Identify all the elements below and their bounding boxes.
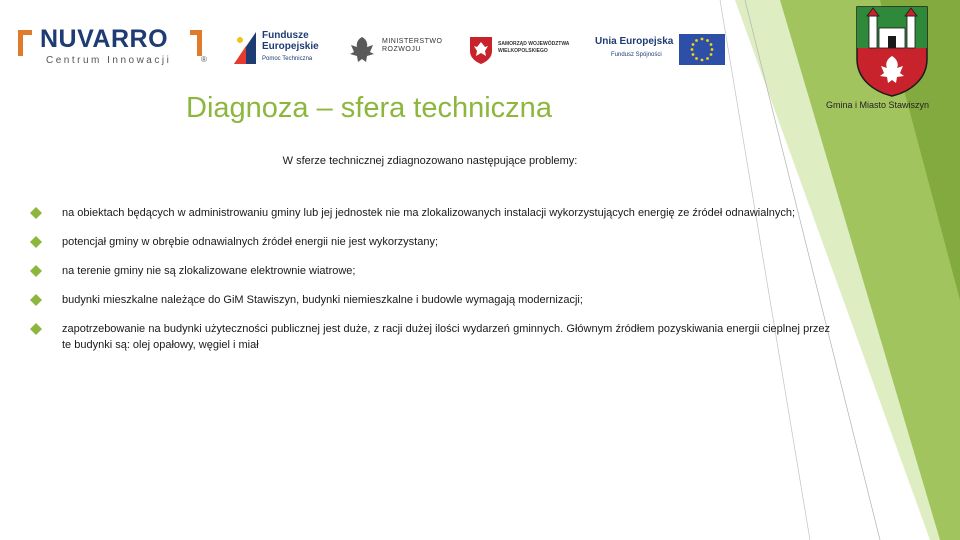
diamond-bullet-icon	[30, 236, 42, 248]
samorzad-name: SAMORZĄD WOJEWÓDZTWA WIELKOPOLSKIEGO	[498, 41, 570, 54]
bracket-left-icon	[18, 30, 32, 56]
intro-text: W sferze technicznej zdiagnozowano następujące problemy:	[282, 155, 578, 167]
bracket-right-icon	[190, 30, 202, 56]
list-item	[30, 263, 830, 279]
problem-list	[30, 205, 830, 366]
fundusze-name: Fundusze Europejskie	[262, 30, 319, 52]
fundusze-europejskie-logo	[232, 28, 332, 68]
list-item-text: na terenie gminy nie są zlokalizowane elektrownie wiatrowe;	[62, 265, 356, 277]
ministerstwo-name: MINISTERSTWO ROZWOJU	[382, 38, 443, 53]
crest-caption: Gmina i Miasto Stawiszyn	[826, 100, 930, 110]
list-item	[30, 321, 830, 353]
list-item-text: potencjał gminy w obrębie odnawialnych źródeł energii nie jest wykorzystany;	[62, 236, 439, 248]
list-item	[30, 205, 830, 221]
ue-name: Unia Europejska	[595, 36, 674, 47]
fe-star-icon	[232, 30, 258, 66]
list-item-text: zapotrzebowanie na budynki użyteczności publicznej jest duże, z racji dużej ilości wydarzeń gminnych. Głównym źródłem pozyskiwania energii cieplnej przez te budynki są: olej opałowy, węgiel i miał	[62, 323, 830, 351]
stawiszyn-coat-of-arms-icon	[853, 4, 931, 98]
ue-subtitle: Fundusz Spójności	[611, 52, 662, 58]
diamond-bullet-icon	[30, 265, 42, 277]
slide-title: Diagnoza – sfera techniczna	[186, 92, 552, 124]
registered-mark: ®	[201, 55, 207, 64]
samorzad-logo	[468, 32, 578, 68]
nuvarro-name: NUVARRO	[40, 25, 169, 53]
list-item-text: budynki mieszkalne należące do GiM Stawiszyn, budynki niemieszkalne i budowle wymagają modernizacji;	[62, 294, 583, 306]
wielkopolska-shield-icon	[468, 35, 494, 65]
ministerstwo-rozwoju-logo	[348, 32, 448, 68]
diamond-bullet-icon	[30, 323, 42, 335]
nuvarro-logo	[18, 24, 210, 70]
diamond-bullet-icon	[30, 294, 42, 306]
diamond-bullet-icon	[30, 207, 42, 219]
sponsor-logos	[18, 24, 738, 72]
polish-eagle-icon	[348, 34, 376, 66]
fundusze-subtitle: Pomoc Techniczna	[262, 56, 313, 62]
nuvarro-subtitle: Centrum Innowacji	[46, 55, 172, 66]
list-item	[30, 234, 830, 250]
list-item	[30, 292, 830, 308]
eu-flag-icon	[679, 34, 725, 65]
list-item-text: na obiektach będących w administrowaniu gminy lub jej jednostek nie ma zlokalizowanych instalacji wykorzystujących energię ze źródeł odnawialnych;	[62, 207, 796, 219]
unia-europejska-logo	[595, 32, 735, 68]
